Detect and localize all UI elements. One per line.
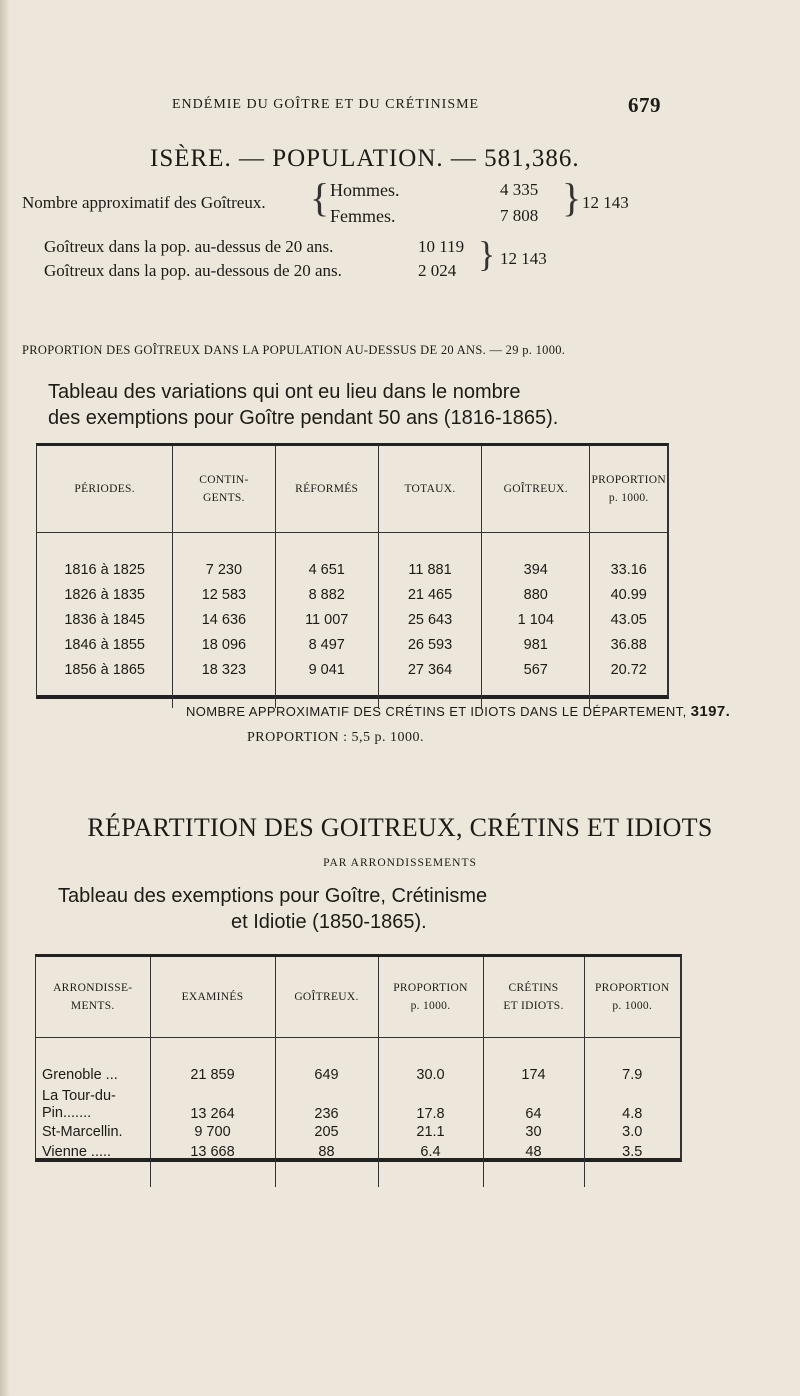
- t1-cell: 25 643: [378, 608, 481, 633]
- t2-header-examines: EXAMINÉS: [150, 957, 275, 1037]
- repartition-title: RÉPARTITION DES GOITREUX, CRÉTINS ET IDIOTS: [87, 813, 713, 842]
- t1-header-reformes: RÉFORMÉS: [275, 446, 378, 532]
- table-row: [37, 558, 667, 583]
- t2-header-arrondissements: ARRONDISSE- MENTS.: [53, 981, 133, 1012]
- table-row: [37, 608, 667, 633]
- repartition-subtitle: PAR ARRONDISSEMENTS: [323, 857, 477, 869]
- table-row: [36, 1088, 680, 1122]
- above20-value: 10 119: [418, 237, 465, 256]
- t1-header-proportion: PROPORTION p. 1000.: [590, 446, 667, 532]
- t2-cell: 48: [483, 1142, 584, 1162]
- table2-header-row: [36, 957, 680, 1037]
- population-heading: ISÈRE. — POPULATION. — 581,386.: [150, 145, 580, 172]
- page-number: 679: [628, 93, 661, 117]
- cretins-label: NOMBRE APPROXIMATIF DES CRÉTINS ET IDIOTS DANS LE DÉPARTEMENT,: [186, 704, 687, 719]
- page-binding-edge: [0, 0, 10, 1396]
- femmes-value: 7 808: [500, 206, 539, 225]
- table-row: [36, 1142, 680, 1162]
- t1-cell: 4 651: [275, 558, 378, 583]
- t1-cell: 981: [482, 633, 590, 658]
- t2-cell: 21.1: [378, 1122, 483, 1142]
- brace-right: }: [562, 175, 582, 220]
- t1-header-totaux: TOTAUX.: [378, 446, 481, 532]
- t2-cell: 174: [483, 1063, 584, 1088]
- t2-cell: Vienne .....: [42, 1143, 112, 1160]
- t2-cell: 4.8: [584, 1088, 680, 1122]
- t1-header-goitreux: GOÎTREUX.: [482, 446, 590, 532]
- t2-header-proportion-goitreux: PROPORTION p. 1000.: [378, 957, 483, 1037]
- t2-cell: 6.4: [378, 1142, 483, 1162]
- table-row: [37, 583, 667, 608]
- t1-cell: 9 041: [275, 658, 378, 683]
- t1-cell: 8 882: [275, 583, 378, 608]
- t1-cell: 8 497: [275, 633, 378, 658]
- table2-title-line2: et Idiotie (1850-1865).: [231, 911, 427, 933]
- goitreux-proportion: PROPORTION DES GOÎTREUX DANS LA POPULATION AU-DESSUS DE 20 ANS. — 29 p. 1000.: [22, 343, 566, 357]
- t1-cell: 880: [482, 583, 590, 608]
- t1-cell: 14 636: [173, 608, 275, 633]
- above20-label: Goîtreux dans la pop. au-dessus de 20 ans.: [44, 237, 334, 256]
- t2-cell: 17.8: [378, 1088, 483, 1122]
- t1-cell: 567: [482, 658, 590, 683]
- t1-cell: 1836 à 1845: [64, 612, 145, 628]
- femmes-label: Femmes.: [330, 206, 396, 226]
- table-row: [36, 1122, 680, 1142]
- table1-header-row: [37, 446, 667, 532]
- t2-cell: Grenoble ...: [42, 1067, 118, 1083]
- t1-cell: 26 593: [378, 633, 481, 658]
- table2-title-line1: Tableau des exemptions pour Goître, Crétinisme: [58, 885, 488, 907]
- table1-title-line2: des exemptions pour Goître pendant 50 ans (1816-1865).: [48, 407, 559, 429]
- t1-cell: 43.05: [590, 608, 667, 633]
- table-row: [36, 1063, 680, 1088]
- t2-cell: 9 700: [150, 1122, 275, 1142]
- t2-cell: 649: [275, 1063, 378, 1088]
- cretins-proportion: PROPORTION : 5,5 p. 1000.: [247, 730, 424, 745]
- t1-cell: 1 104: [482, 608, 590, 633]
- t2-header-cretins: CRÉTINS ET IDIOTS.: [483, 957, 584, 1037]
- t1-cell: 1826 à 1835: [64, 587, 145, 603]
- t2-cell: 205: [275, 1122, 378, 1142]
- t1-cell: 36.88: [590, 633, 667, 658]
- goitreux-label: Nombre approximatif des Goîtreux.: [22, 193, 266, 212]
- t1-cell: 11 007: [275, 608, 378, 633]
- table2: [36, 957, 680, 1187]
- t1-cell: 12 583: [173, 583, 275, 608]
- t2-cell: 3.0: [584, 1122, 680, 1142]
- t1-cell: 394: [482, 558, 590, 583]
- running-head-title: ENDÉMIE DU GOÎTRE ET DU CRÉTINISME: [172, 97, 480, 112]
- t1-cell: 40.99: [590, 583, 667, 608]
- table-row: [37, 633, 667, 658]
- t1-cell: 1816 à 1825: [64, 562, 145, 578]
- brace-age: }: [478, 234, 496, 274]
- t1-cell: 7 230: [173, 558, 275, 583]
- t1-cell: 21 465: [378, 583, 481, 608]
- t1-cell: 18 096: [173, 633, 275, 658]
- t1-cell: 11 881: [378, 558, 481, 583]
- t2-cell: La Tour-du- Pin.......: [42, 1087, 116, 1121]
- below20-label: Goîtreux dans la pop. au-dessous de 20 ans.: [44, 261, 342, 280]
- t2-cell: 88: [275, 1142, 378, 1162]
- t1-cell: 1846 à 1855: [64, 637, 145, 653]
- t2-cell: 30: [483, 1122, 584, 1142]
- t1-header-periodes: PÉRIODES.: [74, 482, 135, 495]
- t2-header-goitreux: GOÎTREUX.: [275, 957, 378, 1037]
- cretins-count-line: [186, 703, 730, 720]
- t2-cell: 13 264: [150, 1088, 275, 1122]
- t2-cell: 13 668: [150, 1142, 275, 1162]
- below20-value: 2 024: [418, 261, 457, 280]
- t1-cell: 27 364: [378, 658, 481, 683]
- brace-left: {: [310, 175, 330, 220]
- hommes-label: Hommes.: [330, 180, 400, 200]
- t1-cell: 20.72: [590, 658, 667, 683]
- t2-header-proportion-cretins: PROPORTION p. 1000.: [584, 957, 680, 1037]
- t2-cell: 3.5: [584, 1142, 680, 1162]
- t1-cell: 1856 à 1865: [64, 662, 145, 678]
- t2-cell: 236: [275, 1088, 378, 1122]
- t1-cell: 33.16: [590, 558, 667, 583]
- cretins-value: 3197.: [690, 703, 731, 720]
- t2-cell: 21 859: [150, 1063, 275, 1088]
- t1-cell: 18 323: [173, 658, 275, 683]
- t2-cell: St-Marcellin.: [42, 1123, 123, 1140]
- hommes-value: 4 335: [500, 180, 539, 199]
- table-row: [37, 658, 667, 683]
- t2-cell: 7.9: [584, 1063, 680, 1088]
- goitreux-total: 12 143: [582, 193, 629, 212]
- t2-cell: 64: [483, 1088, 584, 1122]
- age-total: 12 143: [500, 249, 547, 268]
- table1-title-line1: Tableau des variations qui ont eu lieu dans le nombre: [48, 381, 521, 403]
- table1: [37, 446, 667, 708]
- t2-cell: 30.0: [378, 1063, 483, 1088]
- t1-header-contingents: CONTIN- GENTS.: [173, 446, 275, 532]
